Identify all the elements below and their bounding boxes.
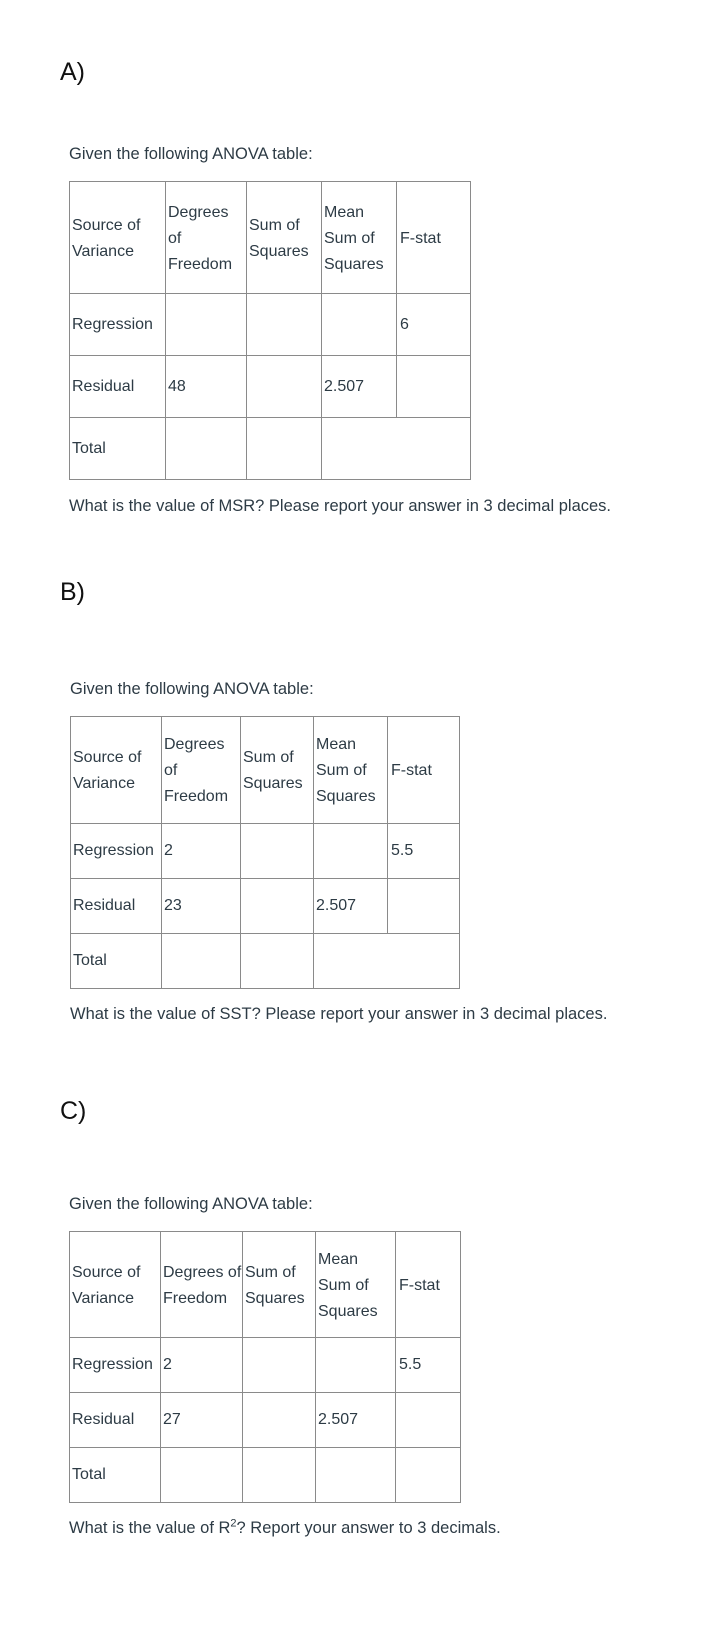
cell-df: 2 (161, 1338, 243, 1393)
table-row (70, 1393, 461, 1448)
table-row (71, 879, 460, 934)
part-c-intro: Given the following ANOVA table: (69, 1195, 313, 1213)
cell-df (162, 934, 241, 989)
cell-source: Regression (70, 1338, 161, 1393)
cell-f: 6 (397, 294, 471, 356)
cell-source: Residual (70, 1393, 161, 1448)
cell-f: 5.5 (396, 1338, 461, 1393)
question-text-before: What is the value of R (69, 1519, 231, 1537)
cell-source: Total (70, 418, 166, 480)
cell-df (166, 418, 247, 480)
cell-ss (243, 1338, 316, 1393)
header-ms: Mean Sum of Squares (316, 1232, 396, 1338)
header-ss: Sum of Squares (241, 717, 314, 824)
header-df: Degrees of Freedom (161, 1232, 243, 1338)
table-row (70, 1338, 461, 1393)
cell-ms (314, 934, 460, 989)
cell-df (166, 294, 247, 356)
part-b-anova-table (70, 716, 460, 989)
header-ss: Sum of Squares (243, 1232, 316, 1338)
table-row (70, 356, 471, 418)
cell-f: 5.5 (388, 824, 460, 879)
cell-df: 27 (161, 1393, 243, 1448)
cell-source: Residual (70, 356, 166, 418)
table-row (70, 1448, 461, 1503)
header-source: Source of Variance (70, 1232, 161, 1338)
cell-ms (316, 1448, 396, 1503)
cell-source: Total (70, 1448, 161, 1503)
part-a-anova-table (69, 181, 471, 480)
table-header-row (71, 717, 460, 824)
cell-ss (241, 879, 314, 934)
cell-df (161, 1448, 243, 1503)
cell-ss (241, 824, 314, 879)
part-a-intro: Given the following ANOVA table: (69, 145, 313, 163)
header-f: F-stat (388, 717, 460, 824)
part-b-question: What is the value of SST? Please report your answer in 3 decimal places. (70, 1005, 608, 1023)
header-ms: Mean Sum of Squares (314, 717, 388, 824)
table-row (71, 934, 460, 989)
cell-f (396, 1393, 461, 1448)
header-source: Source of Variance (71, 717, 162, 824)
header-f: F-stat (396, 1232, 461, 1338)
cell-ms (316, 1338, 396, 1393)
header-source: Source of Variance (70, 182, 166, 294)
cell-ms: 2.507 (322, 356, 397, 418)
cell-f (397, 356, 471, 418)
table-row (70, 418, 471, 480)
header-ms: Mean Sum of Squares (322, 182, 397, 294)
cell-df: 2 (162, 824, 241, 879)
cell-ss (247, 356, 322, 418)
cell-f (396, 1448, 461, 1503)
cell-ms (314, 824, 388, 879)
cell-f (388, 879, 460, 934)
cell-ms: 2.507 (316, 1393, 396, 1448)
table-header-row (70, 1232, 461, 1338)
part-c-question (69, 1519, 501, 1538)
cell-ms (322, 418, 471, 480)
cell-ss (247, 294, 322, 356)
table-row (71, 824, 460, 879)
question-text-after: ? Report your answer to 3 decimals. (236, 1519, 501, 1537)
table-header-row (70, 182, 471, 294)
header-df: Degrees of Freedom (162, 717, 241, 824)
part-c-label: C) (60, 1097, 87, 1125)
cell-ms: 2.507 (314, 879, 388, 934)
question-superscript: 2 (230, 1517, 237, 1530)
part-b-label: B) (60, 578, 85, 606)
cell-ss (241, 934, 314, 989)
cell-ss (247, 418, 322, 480)
part-b-intro: Given the following ANOVA table: (70, 680, 314, 698)
cell-ms (322, 294, 397, 356)
cell-source: Regression (71, 824, 162, 879)
header-ss: Sum of Squares (247, 182, 322, 294)
cell-source: Residual (71, 879, 162, 934)
part-c-anova-table (69, 1231, 461, 1503)
cell-df: 48 (166, 356, 247, 418)
cell-source: Regression (70, 294, 166, 356)
header-df: Degrees of Freedom (166, 182, 247, 294)
cell-ss (243, 1448, 316, 1503)
table-row (70, 294, 471, 356)
part-a-label: A) (60, 58, 85, 86)
cell-df: 23 (162, 879, 241, 934)
header-f: F-stat (397, 182, 471, 294)
cell-ss (243, 1393, 316, 1448)
cell-source: Total (71, 934, 162, 989)
part-a-question: What is the value of MSR? Please report your answer in 3 decimal places. (69, 497, 612, 515)
